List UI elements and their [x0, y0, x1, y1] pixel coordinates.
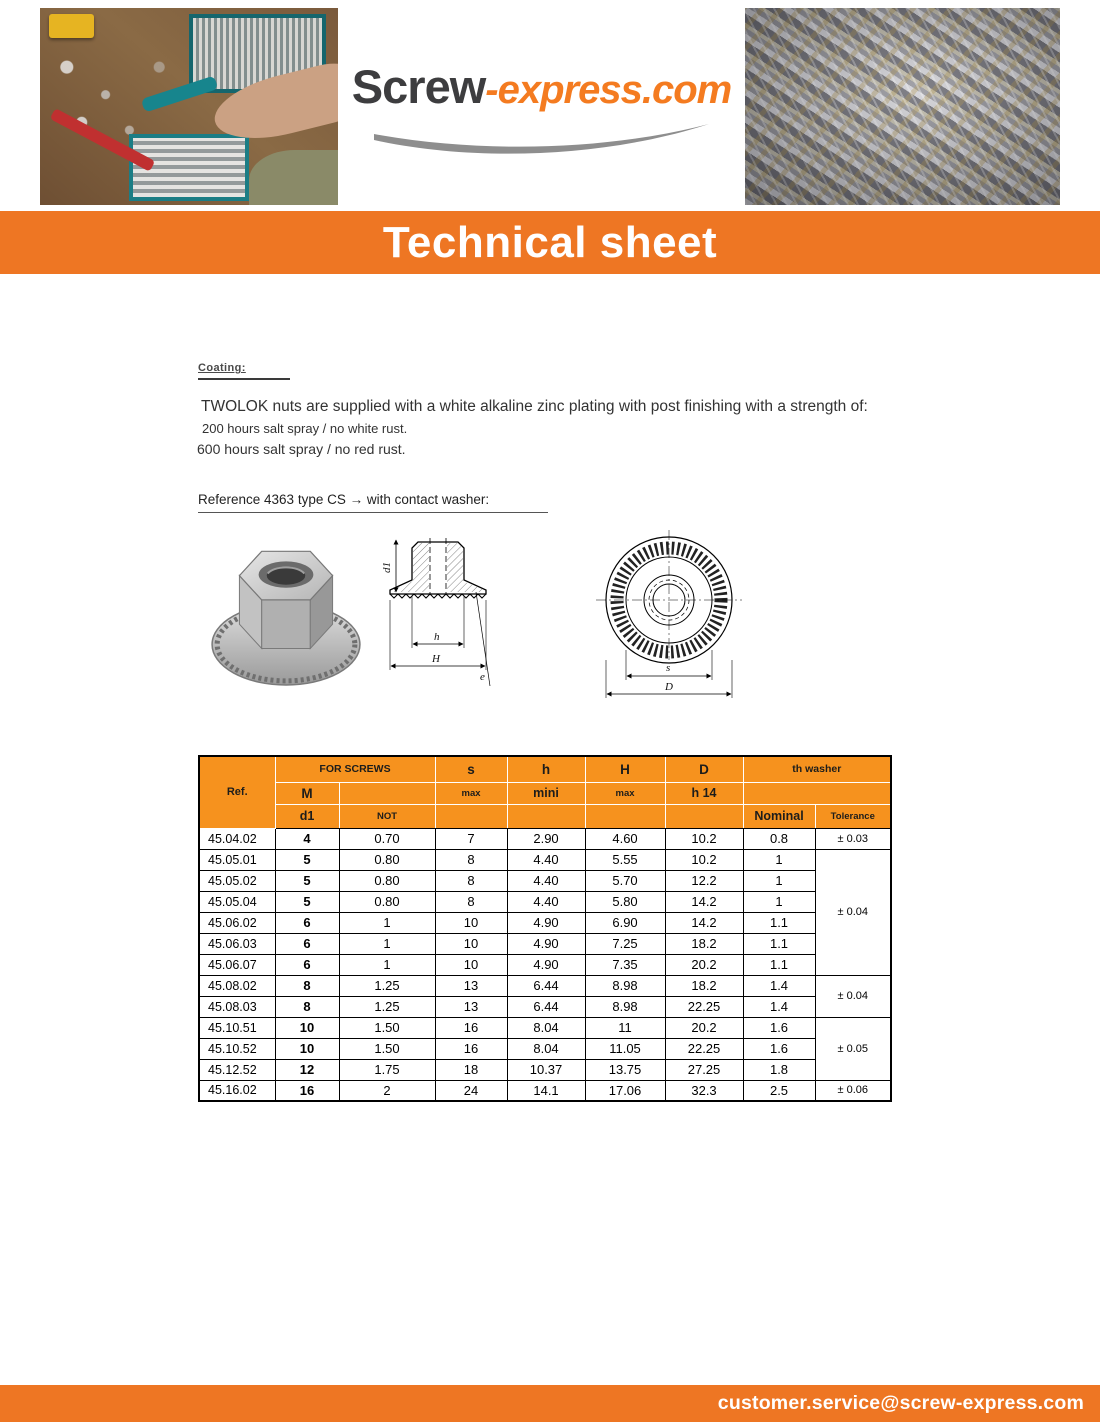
- col-h-mini: mini: [507, 782, 585, 804]
- contact-email: customer.service@screw-express.com: [717, 1392, 1084, 1414]
- coating-intro-text: TWOLOK nuts are supplied with a white alkaline zinc plating with post finishing with a strength of:: [201, 398, 868, 415]
- cell-ref: 45.06.07: [199, 954, 275, 975]
- spec-table: [198, 755, 892, 1102]
- cell-pitch: 0.80: [339, 849, 435, 870]
- cell-s: 7: [435, 828, 507, 849]
- cell-pitch: 0.80: [339, 870, 435, 891]
- cell-nominal: 1.1: [743, 912, 815, 933]
- cell-pitch: 1.75: [339, 1059, 435, 1080]
- table-row: [199, 1059, 891, 1080]
- cell-D: 14.2: [665, 891, 743, 912]
- cell-tolerance: ± 0.04: [815, 975, 891, 1017]
- cell-ref: 45.12.52: [199, 1059, 275, 1080]
- cell-m: 8: [275, 996, 339, 1017]
- cell-D: 18.2: [665, 975, 743, 996]
- cell-s: 8: [435, 849, 507, 870]
- col-s: s: [435, 756, 507, 782]
- table-row: [199, 1038, 891, 1059]
- cell-s: 18: [435, 1059, 507, 1080]
- col-h: h: [507, 756, 585, 782]
- cell-pitch: 1: [339, 912, 435, 933]
- cell-ref: 45.08.03: [199, 996, 275, 1017]
- cell-nominal: 1.1: [743, 933, 815, 954]
- table-row: [199, 996, 891, 1017]
- flange-nut-photo: [205, 522, 367, 694]
- spacer-cell: [743, 782, 891, 804]
- cell-h: 6.44: [507, 996, 585, 1017]
- table-row: [199, 870, 891, 891]
- logo-domain: -express.com: [485, 68, 732, 112]
- cell-H: 4.60: [585, 828, 665, 849]
- cell-h: 4.90: [507, 933, 585, 954]
- cell-h: 4.40: [507, 849, 585, 870]
- dim-d1-label: d1: [381, 562, 393, 573]
- logo-brand: Screw: [351, 60, 486, 113]
- cell-m: 5: [275, 870, 339, 891]
- cell-ref: 45.05.04: [199, 891, 275, 912]
- col-H-max: max: [585, 782, 665, 804]
- col-s-max: max: [435, 782, 507, 804]
- cell-nominal: 1.1: [743, 954, 815, 975]
- dim-s-label: s: [666, 662, 671, 674]
- col-D: D: [665, 756, 743, 782]
- cell-m: 6: [275, 912, 339, 933]
- col-H: H: [585, 756, 665, 782]
- cell-ref: 45.06.02: [199, 912, 275, 933]
- cell-s: 10: [435, 912, 507, 933]
- cell-D: 32.3: [665, 1080, 743, 1101]
- cell-m: 10: [275, 1038, 339, 1059]
- cell-nominal: 1.6: [743, 1038, 815, 1059]
- cell-pitch: 0.80: [339, 891, 435, 912]
- logo-swoosh-icon: [369, 120, 714, 154]
- cell-s: 8: [435, 870, 507, 891]
- cell-tolerance: ± 0.05: [815, 1017, 891, 1080]
- cell-tolerance: ± 0.06: [815, 1080, 891, 1101]
- spec-table-head: [199, 756, 891, 828]
- cell-h: 4.40: [507, 870, 585, 891]
- cell-pitch: 1.50: [339, 1017, 435, 1038]
- cell-m: 12: [275, 1059, 339, 1080]
- dim-D-label: D: [665, 681, 673, 693]
- cell-ref: 45.16.02: [199, 1080, 275, 1101]
- cell-s: 24: [435, 1080, 507, 1101]
- dim-e-label: e: [480, 671, 485, 683]
- cell-H: 11.05: [585, 1038, 665, 1059]
- coating-white-rust-text: 200 hours salt spray / no white rust.: [202, 421, 408, 436]
- cell-nominal: 1: [743, 870, 815, 891]
- cell-m: 10: [275, 1017, 339, 1038]
- title-banner: [0, 211, 1100, 274]
- cell-pitch: 1.50: [339, 1038, 435, 1059]
- cell-H: 7.25: [585, 933, 665, 954]
- cell-m: 6: [275, 933, 339, 954]
- dim-h-label: h: [434, 631, 440, 643]
- cell-m: 4: [275, 828, 339, 849]
- col-ref: Ref.: [199, 756, 275, 828]
- cell-H: 5.55: [585, 849, 665, 870]
- cell-D: 27.25: [665, 1059, 743, 1080]
- cell-pitch: 1: [339, 954, 435, 975]
- col-for-screws: FOR SCREWS: [275, 756, 435, 782]
- coating-red-rust-text: 600 hours salt spray / no red rust.: [197, 441, 406, 457]
- cell-H: 13.75: [585, 1059, 665, 1080]
- cell-h: 2.90: [507, 828, 585, 849]
- cell-H: 5.70: [585, 870, 665, 891]
- coating-section-label: Coating:: [198, 362, 290, 380]
- cell-m: 16: [275, 1080, 339, 1101]
- cell-ref: 45.05.02: [199, 870, 275, 891]
- cell-tolerance: ± 0.03: [815, 828, 891, 849]
- spec-table-body: [199, 828, 891, 1101]
- footer: [0, 1385, 1100, 1422]
- cell-m: 5: [275, 891, 339, 912]
- cell-D: 18.2: [665, 933, 743, 954]
- cell-D: 22.25: [665, 996, 743, 1017]
- cell-h: 4.90: [507, 912, 585, 933]
- cell-tolerance: ± 0.04: [815, 849, 891, 975]
- top-view-drawing: [580, 528, 758, 703]
- header-row-2: [199, 782, 891, 804]
- logo: [338, 8, 745, 205]
- cell-D: 20.2: [665, 1017, 743, 1038]
- cell-h: 4.90: [507, 954, 585, 975]
- cell-D: 20.2: [665, 954, 743, 975]
- cell-h: 10.37: [507, 1059, 585, 1080]
- cell-s: 8: [435, 891, 507, 912]
- cell-s: 13: [435, 996, 507, 1017]
- cell-nominal: 1: [743, 891, 815, 912]
- cell-h: 6.44: [507, 975, 585, 996]
- cell-m: 8: [275, 975, 339, 996]
- cell-nominal: 0.8: [743, 828, 815, 849]
- col-m: M: [275, 782, 339, 804]
- cell-H: 8.98: [585, 975, 665, 996]
- table-row: [199, 954, 891, 975]
- cell-H: 11: [585, 1017, 665, 1038]
- cell-nominal: 1: [743, 849, 815, 870]
- table-row: [199, 912, 891, 933]
- cell-pitch: 1.25: [339, 996, 435, 1017]
- cell-H: 7.35: [585, 954, 665, 975]
- cell-pitch: 0.70: [339, 828, 435, 849]
- screws-pile-photo: [745, 8, 1060, 205]
- cell-H: 5.80: [585, 891, 665, 912]
- spacer-cell: [585, 804, 665, 828]
- dim-H-label: H: [432, 653, 440, 665]
- cell-nominal: 1.4: [743, 996, 815, 1017]
- cell-H: 17.06: [585, 1080, 665, 1101]
- cell-nominal: 1.6: [743, 1017, 815, 1038]
- cell-h: 14.1: [507, 1080, 585, 1101]
- table-row: [199, 1080, 891, 1101]
- cell-pitch: 1: [339, 933, 435, 954]
- cell-h: 8.04: [507, 1038, 585, 1059]
- table-row: [199, 975, 891, 996]
- spacer-cell: [665, 804, 743, 828]
- cell-nominal: 2.5: [743, 1080, 815, 1101]
- cell-nominal: 1.8: [743, 1059, 815, 1080]
- header-row-3: [199, 804, 891, 828]
- spacer-cell: [339, 782, 435, 804]
- cell-h: 4.40: [507, 891, 585, 912]
- cell-H: 8.98: [585, 996, 665, 1017]
- cell-D: 14.2: [665, 912, 743, 933]
- col-nominal: Nominal: [743, 804, 815, 828]
- cell-m: 5: [275, 849, 339, 870]
- col-D-h14: h 14: [665, 782, 743, 804]
- cell-m: 6: [275, 954, 339, 975]
- side-view-drawing: [380, 528, 495, 700]
- reference-heading: Reference 4363 type CS → with contact washer:: [198, 492, 548, 513]
- cell-s: 16: [435, 1017, 507, 1038]
- header-row-1: [199, 756, 891, 782]
- cell-ref: 45.08.02: [199, 975, 275, 996]
- col-d1: d1: [275, 804, 339, 828]
- cell-ref: 45.06.03: [199, 933, 275, 954]
- plier-icon: [141, 75, 219, 112]
- table-row: [199, 828, 891, 849]
- cell-D: 10.2: [665, 828, 743, 849]
- cell-s: 16: [435, 1038, 507, 1059]
- workbench-tools-photo: [40, 8, 338, 205]
- cell-ref: 45.04.02: [199, 828, 275, 849]
- tape-measure-icon: [49, 14, 94, 38]
- page-title: Technical sheet: [382, 218, 718, 267]
- cell-pitch: 1.25: [339, 975, 435, 996]
- spacer-cell: [435, 804, 507, 828]
- cell-pitch: 2: [339, 1080, 435, 1101]
- cell-ref: 45.05.01: [199, 849, 275, 870]
- col-not: NOT: [339, 804, 435, 828]
- cell-nominal: 1.4: [743, 975, 815, 996]
- table-row: [199, 933, 891, 954]
- cell-s: 10: [435, 954, 507, 975]
- table-row: [199, 1017, 891, 1038]
- cell-D: 12.2: [665, 870, 743, 891]
- col-tolerance: Tolerance: [815, 804, 891, 828]
- cell-s: 10: [435, 933, 507, 954]
- cell-D: 10.2: [665, 849, 743, 870]
- logo-text: [352, 59, 731, 114]
- cell-D: 22.25: [665, 1038, 743, 1059]
- cell-h: 8.04: [507, 1017, 585, 1038]
- col-th-washer: th washer: [743, 756, 891, 782]
- sleeve-shape: [249, 150, 338, 205]
- cell-ref: 45.10.52: [199, 1038, 275, 1059]
- spacer-cell: [507, 804, 585, 828]
- table-row: [199, 849, 891, 870]
- table-row: [199, 891, 891, 912]
- cell-ref: 45.10.51: [199, 1017, 275, 1038]
- cell-s: 13: [435, 975, 507, 996]
- cell-H: 6.90: [585, 912, 665, 933]
